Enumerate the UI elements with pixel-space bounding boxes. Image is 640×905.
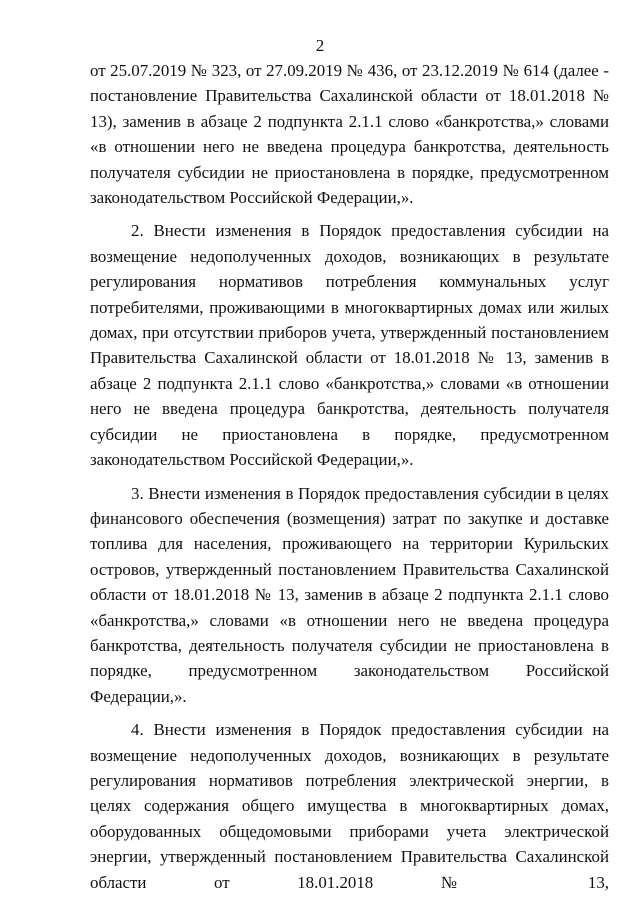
paragraph-item-3: 3. Внести изменения в Порядок предоставления субсидии в целях финансового обеспечения (возмещения) затрат по закупке и доставке топлива для населения, проживающего на территории Курильских островов, утвержденный постановлением Правительства Сахалинской области от 18.01.2018 № 13, заменив в абзаце 2 подпункта 2.1.1 слово «банкротства,» словами «в отношении него не введена процедура банкротства, деятельность получателя субсидии не приостановлена в порядке, предусмотренном законодательством Российской Федерации,». [90,483,609,706]
page-number: 2 [315,36,325,55]
paragraph-continuation: от 25.07.2019 № 323, от 27.09.2019 № 436, от 23.12.2019 № 614 (далее - постановление Правительства Сахалинской области от 18.01.2018 № 13), заменив в абзаце 2 подпункта 2.1.1 слово «банкротства,» словами «в отношении него не введена процедура банкротства, деятельность получателя субсидии не приостановлена в порядке, предусмотренном законодательством Российской Федерации,». [90,61,609,208]
paragraph-item-4: 4. Внести изменения в Порядок предоставления субсидии на возмещение недополученных доходов, возникающих в результате регулирования нормативов потребления электрической энергии, в целях содержания общего имущества в многоквартирных домах, оборудованных общедомовыми приборами учета электрической энергии, утвержденный постановлением Правительства Сахалинской области от 18.01.2018 № 13, [90,720,609,892]
document-body [90,58,609,903]
paragraph-item-2: 2. Внести изменения в Порядок предоставления субсидии на возмещение недополученных доходов, возникающих в результате регулирования нормативов потребления коммунальных услуг потребителями, проживающими в многоквартирных домах или жилых домах, при отсутствии приборов учета, утвержденный постановлением Правительства Сахалинской области от 18.01.2018 № 13, заменив в абзаце 2 подпункта 2.1.1 слово «банкротства,» словами «в отношении него не введена процедура банкротства, деятельность получателя субсидии не приостановлена в порядке, предусмотренном законодательством Российской Федерации,». [90,221,609,470]
